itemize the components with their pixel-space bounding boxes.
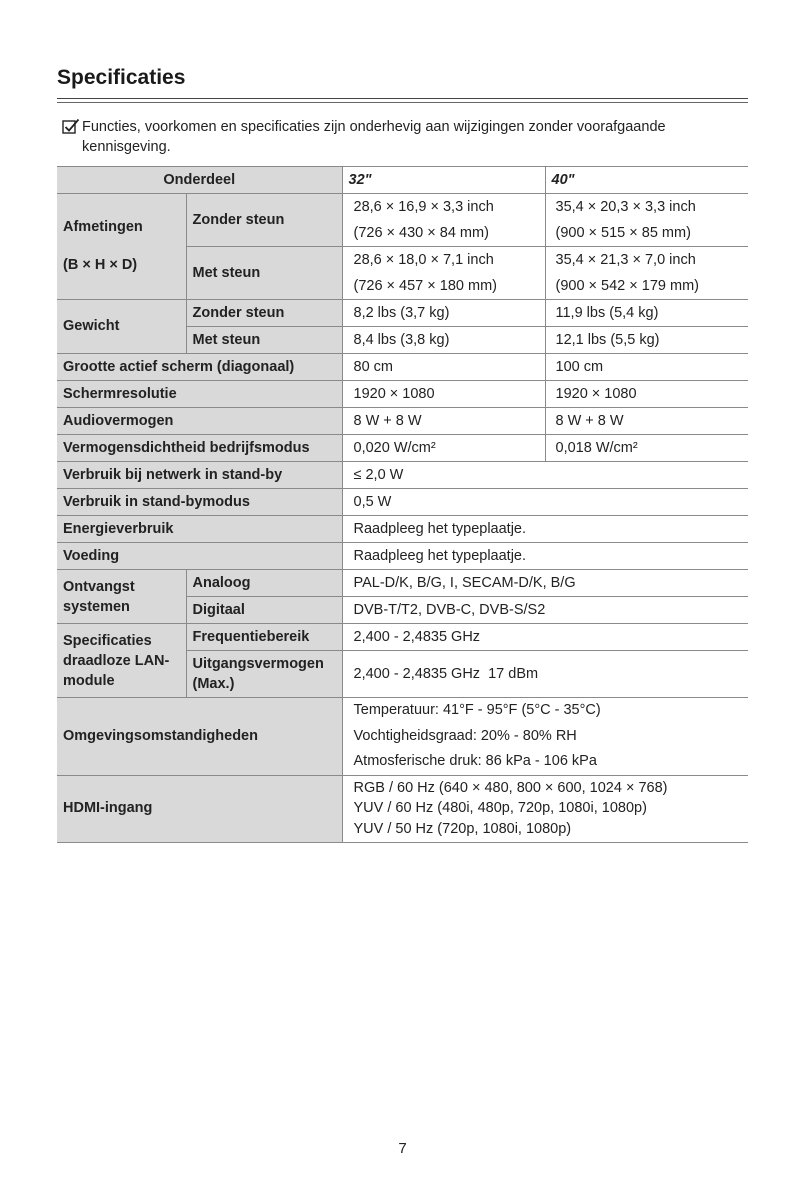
analoog-label: Analoog — [186, 570, 342, 597]
page-title: Specificaties — [57, 66, 186, 89]
table-row — [57, 775, 748, 842]
dichtheid-label: Vermogensdichtheid bedrijfsmodus — [57, 435, 342, 462]
cell-line: Atmosferische druk: 86 kPa - 106 kPa — [353, 753, 597, 769]
gewicht-zonder-label: Zonder steun — [186, 300, 342, 327]
title-rule — [57, 98, 748, 99]
table-row — [57, 300, 748, 327]
cell-line: (900 × 515 × 85 mm) — [555, 225, 691, 241]
table-row — [57, 489, 748, 516]
freq-label: Frequentiebereik — [186, 624, 342, 651]
output-value: 2,400 - 2,4835 GHz 17 dBm — [342, 651, 748, 698]
table-row — [57, 354, 748, 381]
audio-40: 8 W + 8 W — [545, 408, 748, 435]
table-row — [57, 194, 748, 247]
voeding-label: Voeding — [57, 543, 342, 570]
audio-32: 8 W + 8 W — [342, 408, 545, 435]
cell-line: 35,4 × 21,3 × 7,0 inch — [555, 252, 696, 268]
digitaal-value: DVB-T/T2, DVB-C, DVB-S/S2 — [342, 597, 748, 624]
note — [62, 117, 752, 157]
hdmi-value — [342, 775, 748, 842]
gewicht-zonder-40: 11,9 lbs (5,4 kg) — [545, 300, 748, 327]
voeding-value: Raadpleeg het typeplaatje. — [342, 543, 748, 570]
header-part: Onderdeel — [57, 167, 342, 194]
note-text: Functies, voorkomen en specificaties zijn onderhevig aan wijzigingen zonder voorafgaande kennisgeving. — [82, 119, 666, 155]
table-row — [57, 516, 748, 543]
gewicht-met-label: Met steun — [186, 327, 342, 354]
cell-line: Temperatuur: 41°F - 95°F (5°C - 35°C) — [353, 702, 601, 718]
energie-value: Raadpleeg het typeplaatje. — [342, 516, 748, 543]
analoog-value: PAL-D/K, B/G, I, SECAM-D/K, B/G — [342, 570, 748, 597]
output-label: Uitgangsvermogen (Max.) — [186, 651, 342, 698]
cell-line: YUV / 50 Hz (720p, 1080i, 1080p) — [353, 820, 572, 837]
energie-label: Energieverbruik — [57, 516, 342, 543]
grootte-label: Grootte actief scherm (diagonaal) — [57, 354, 342, 381]
dichtheid-32: 0,020 W/cm² — [342, 435, 545, 462]
standby-label: Verbruik in stand-bymodus — [57, 489, 342, 516]
table-row — [57, 462, 748, 489]
ontvangst-label: Ontvangst systemen — [57, 570, 186, 624]
table-header-row — [57, 167, 748, 194]
table-row — [57, 435, 748, 462]
omgeving-value — [342, 698, 748, 776]
gewicht-met-32: 8,4 lbs (3,8 kg) — [342, 327, 545, 354]
audio-label: Audiovermogen — [57, 408, 342, 435]
afmetingen-zonder-40 — [545, 194, 748, 247]
afmetingen-met-40 — [545, 247, 748, 300]
afmetingen-label: Afmetingen — [63, 219, 143, 235]
omgeving-label: Omgevingsomstandigheden — [57, 698, 342, 776]
table-row — [57, 570, 748, 597]
cell-line: YUV / 60 Hz (480i, 480p, 720p, 1080i, 1080p) — [353, 800, 647, 817]
checkbox-note-icon — [62, 118, 80, 135]
grootte-40: 100 cm — [545, 354, 748, 381]
netwerk-standby-label: Verbruik bij netwerk in stand-by — [57, 462, 342, 489]
table-row — [57, 408, 748, 435]
cell-line: RGB / 60 Hz (640 × 480, 800 × 600, 1024 × 768) — [353, 779, 668, 796]
title-rule-secondary — [57, 102, 748, 103]
spec-table — [57, 166, 748, 843]
afmetingen-zonder-label: Zonder steun — [186, 194, 342, 247]
gewicht-met-40: 12,1 lbs (5,5 kg) — [545, 327, 748, 354]
resolutie-label: Schermresolutie — [57, 381, 342, 408]
table-row — [57, 543, 748, 570]
resolutie-40: 1920 × 1080 — [545, 381, 748, 408]
row-label-afmetingen — [57, 194, 186, 300]
cell-line: (726 × 430 × 84 mm) — [353, 225, 489, 241]
table-row — [57, 624, 748, 651]
hdmi-label: HDMI-ingang — [57, 775, 342, 842]
resolutie-32: 1920 × 1080 — [342, 381, 545, 408]
table-row — [57, 381, 748, 408]
header-40: 40" — [545, 167, 748, 194]
afmetingen-zonder-32 — [342, 194, 545, 247]
cell-line: 28,6 × 16,9 × 3,3 inch — [353, 199, 494, 215]
afmetingen-met-32 — [342, 247, 545, 300]
cell-line: 35,4 × 20,3 × 3,3 inch — [555, 199, 696, 215]
digitaal-label: Digitaal — [186, 597, 342, 624]
freq-value: 2,400 - 2,4835 GHz — [342, 624, 748, 651]
cell-line: 28,6 × 18,0 × 7,1 inch — [353, 252, 494, 268]
gewicht-label: Gewicht — [57, 300, 186, 354]
table-row — [57, 698, 748, 776]
afmetingen-label-dims: (B × H × D) — [63, 257, 138, 273]
dichtheid-40: 0,018 W/cm² — [545, 435, 748, 462]
afmetingen-met-label: Met steun — [186, 247, 342, 300]
netwerk-standby-value: ≤ 2,0 W — [342, 462, 748, 489]
header-32: 32" — [342, 167, 545, 194]
grootte-32: 80 cm — [342, 354, 545, 381]
cell-line: (726 × 457 × 180 mm) — [353, 278, 497, 294]
lan-label: Specificaties draadloze LAN-module — [57, 624, 186, 698]
gewicht-zonder-32: 8,2 lbs (3,7 kg) — [342, 300, 545, 327]
standby-value: 0,5 W — [342, 489, 748, 516]
page-number: 7 — [398, 1140, 407, 1157]
cell-line: Vochtigheidsgraad: 20% - 80% RH — [353, 727, 577, 744]
cell-line: (900 × 542 × 179 mm) — [555, 278, 699, 294]
